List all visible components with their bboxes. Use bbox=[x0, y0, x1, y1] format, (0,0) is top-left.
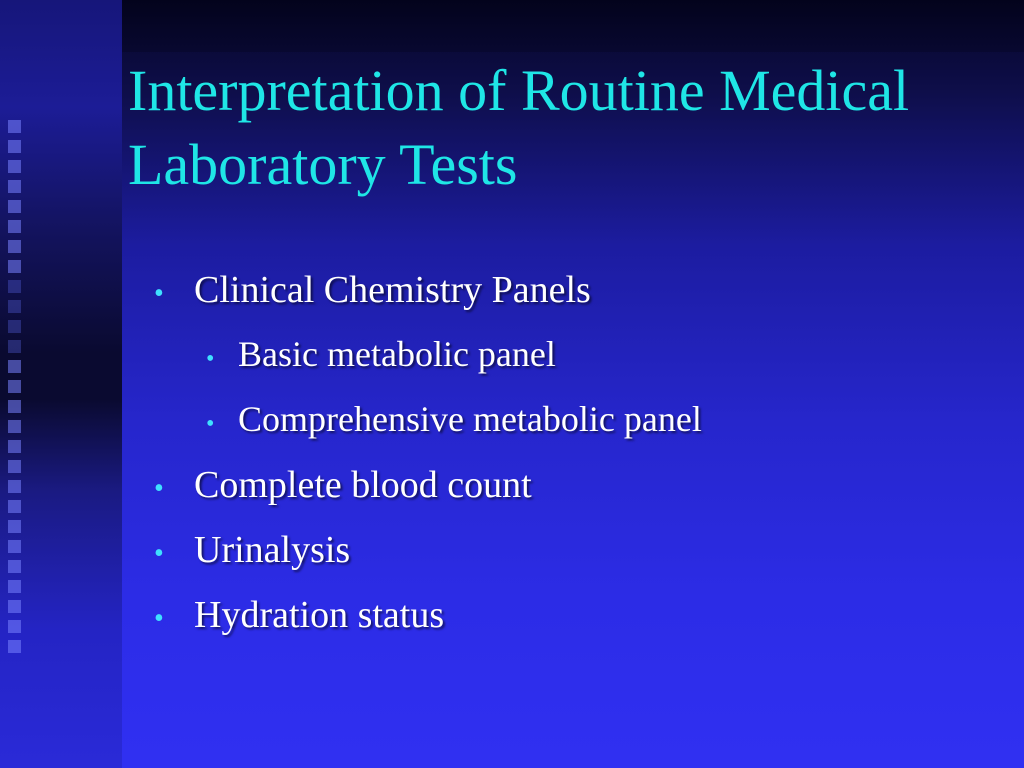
decorative-square bbox=[8, 220, 21, 233]
decorative-square bbox=[8, 240, 21, 253]
bullet-icon: • bbox=[206, 346, 215, 372]
bullet-text: Hydration status bbox=[194, 594, 445, 636]
bullet-text: Urinalysis bbox=[194, 529, 351, 571]
decorative-square bbox=[8, 540, 21, 553]
decorative-square bbox=[8, 520, 21, 533]
bullet-item bbox=[152, 268, 1002, 333]
decorative-square bbox=[8, 440, 21, 453]
decorative-squares bbox=[8, 120, 26, 660]
slide-title: Interpretation of Routine Medical Laboratory Tests bbox=[128, 58, 910, 197]
bullet-item bbox=[152, 593, 1002, 658]
bullet-text: Complete blood count bbox=[194, 464, 532, 506]
decorative-square bbox=[8, 460, 21, 473]
bullet-text: Comprehensive metabolic panel bbox=[238, 399, 702, 439]
decorative-square bbox=[8, 300, 21, 313]
bullet-item bbox=[152, 528, 1002, 593]
decorative-square bbox=[8, 200, 21, 213]
decorative-square bbox=[8, 500, 21, 513]
bullet-icon: • bbox=[154, 603, 164, 634]
decorative-square bbox=[8, 340, 21, 353]
bullet-text: Basic metabolic panel bbox=[238, 334, 556, 374]
decorative-square bbox=[8, 580, 21, 593]
decorative-square bbox=[8, 180, 21, 193]
bullet-item bbox=[152, 463, 1002, 528]
sub-bullet-item bbox=[152, 333, 1002, 398]
decorative-square bbox=[8, 320, 21, 333]
decorative-square bbox=[8, 620, 21, 633]
decorative-square bbox=[8, 640, 21, 653]
decorative-square bbox=[8, 140, 21, 153]
decorative-square bbox=[8, 420, 21, 433]
decorative-square bbox=[8, 360, 21, 373]
bullet-icon: • bbox=[154, 473, 164, 504]
decorative-square bbox=[8, 560, 21, 573]
decorative-square bbox=[8, 120, 21, 133]
decorative-square bbox=[8, 160, 21, 173]
bullet-icon: • bbox=[206, 411, 215, 437]
decorative-square bbox=[8, 380, 21, 393]
bullet-icon: • bbox=[154, 278, 164, 309]
decorative-square bbox=[8, 400, 21, 413]
decorative-square bbox=[8, 280, 21, 293]
bullet-list bbox=[152, 268, 1002, 658]
sub-bullet-item bbox=[152, 398, 1002, 463]
decorative-square bbox=[8, 480, 21, 493]
decorative-square bbox=[8, 600, 21, 613]
bullet-text: Clinical Chemistry Panels bbox=[194, 269, 591, 311]
title-top-bar bbox=[122, 0, 1024, 52]
left-decorative-band bbox=[0, 0, 122, 768]
decorative-square bbox=[8, 260, 21, 273]
bullet-icon: • bbox=[154, 538, 164, 569]
